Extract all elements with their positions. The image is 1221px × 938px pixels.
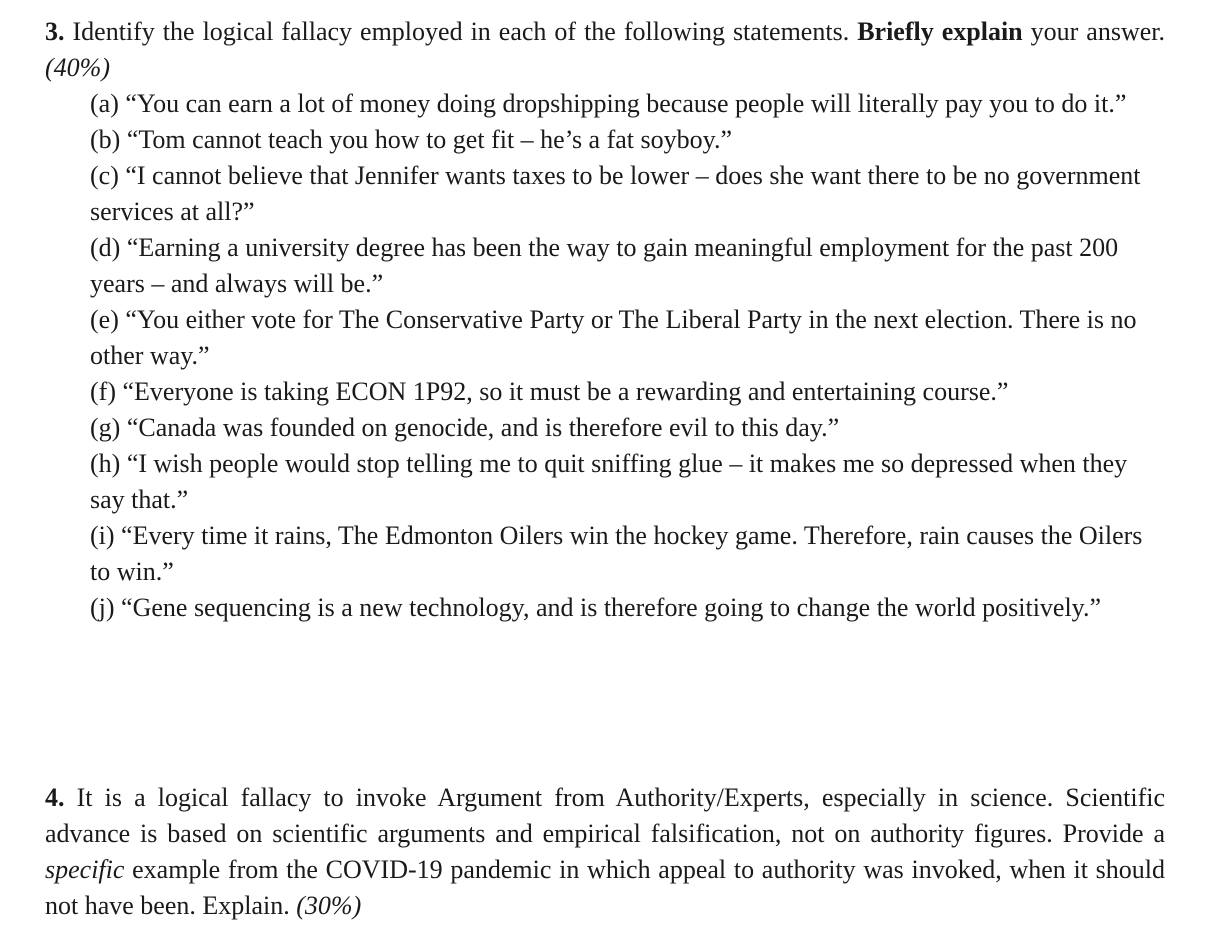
statement-item-a — [90, 86, 1165, 122]
question-3-statement-list — [90, 86, 1165, 626]
question-4-number: 4. — [45, 783, 65, 812]
statement-text: “I wish people would stop telling me to quit sniffing glue – it makes me so depressed when they say that.” — [90, 449, 1128, 514]
statement-label: (b) — [90, 125, 121, 154]
statement-text: “Tom cannot teach you how to get fit – he’s a fat soyboy.” — [126, 125, 732, 154]
question-3-prompt — [45, 14, 1165, 86]
statement-item-i — [90, 518, 1165, 590]
question-4-text: It is a logical fallacy to invoke Argument from Authority/Experts, especially in science. Scientific advance is based on scientific arguments and empirical falsification, not on authority figures. Provide a — [45, 783, 1165, 848]
question-3-number: 3. — [45, 17, 65, 46]
statement-item-b — [90, 122, 1165, 158]
statement-label: (c) — [90, 161, 119, 190]
question-3-emphasis: Briefly explain — [857, 17, 1023, 46]
statement-label: (a) — [90, 89, 119, 118]
statement-label: (d) — [90, 233, 121, 262]
statement-label: (g) — [90, 413, 121, 442]
statement-text: “I cannot believe that Jennifer wants taxes to be lower – does she want there to be no government services at all?” — [90, 161, 1141, 226]
question-3-marks: (40%) — [45, 53, 110, 82]
question-3-text-end: your answer. — [1030, 17, 1165, 46]
statement-item-g — [90, 410, 1165, 446]
statement-text: “You can earn a lot of money doing dropshipping because people will literally pay you to do it.” — [125, 89, 1127, 118]
statement-item-h — [90, 446, 1165, 518]
statement-item-j — [90, 590, 1165, 626]
question-4-emphasis: specific — [45, 855, 125, 884]
question-4-marks: (30%) — [296, 891, 362, 920]
question-3-text: Identify the logical fallacy employed in each of the following statements. — [72, 17, 850, 46]
statement-text: “You either vote for The Conservative Party or The Liberal Party in the next election. There is no other way.” — [90, 305, 1137, 370]
statement-text: “Everyone is taking ECON 1P92, so it must be a rewarding and entertaining course.” — [122, 377, 1009, 406]
statement-text: “Canada was founded on genocide, and is therefore evil to this day.” — [126, 413, 840, 442]
question-4-text-end: example from the COVID-19 pandemic in which appeal to authority was invoked, when it should not have been. Explain. — [45, 855, 1166, 920]
statement-label: (f) — [90, 377, 116, 406]
statement-text: “Earning a university degree has been the way to gain meaningful employment for the past 200 years – and always will be.” — [90, 233, 1119, 298]
statement-text: “Every time it rains, The Edmonton Oilers win the hockey game. Therefore, rain causes the Oilers to win.” — [90, 521, 1143, 586]
statement-label: (j) — [90, 593, 115, 622]
statement-item-e — [90, 302, 1165, 374]
statement-label: (h) — [90, 449, 121, 478]
question-4-prompt — [45, 780, 1165, 924]
statement-label: (i) — [90, 521, 115, 550]
statement-text: “Gene sequencing is a new technology, and is therefore going to change the world positively.” — [121, 593, 1102, 622]
statement-item-f — [90, 374, 1165, 410]
statement-item-c — [90, 158, 1165, 230]
statement-item-d — [90, 230, 1165, 302]
statement-label: (e) — [90, 305, 119, 334]
